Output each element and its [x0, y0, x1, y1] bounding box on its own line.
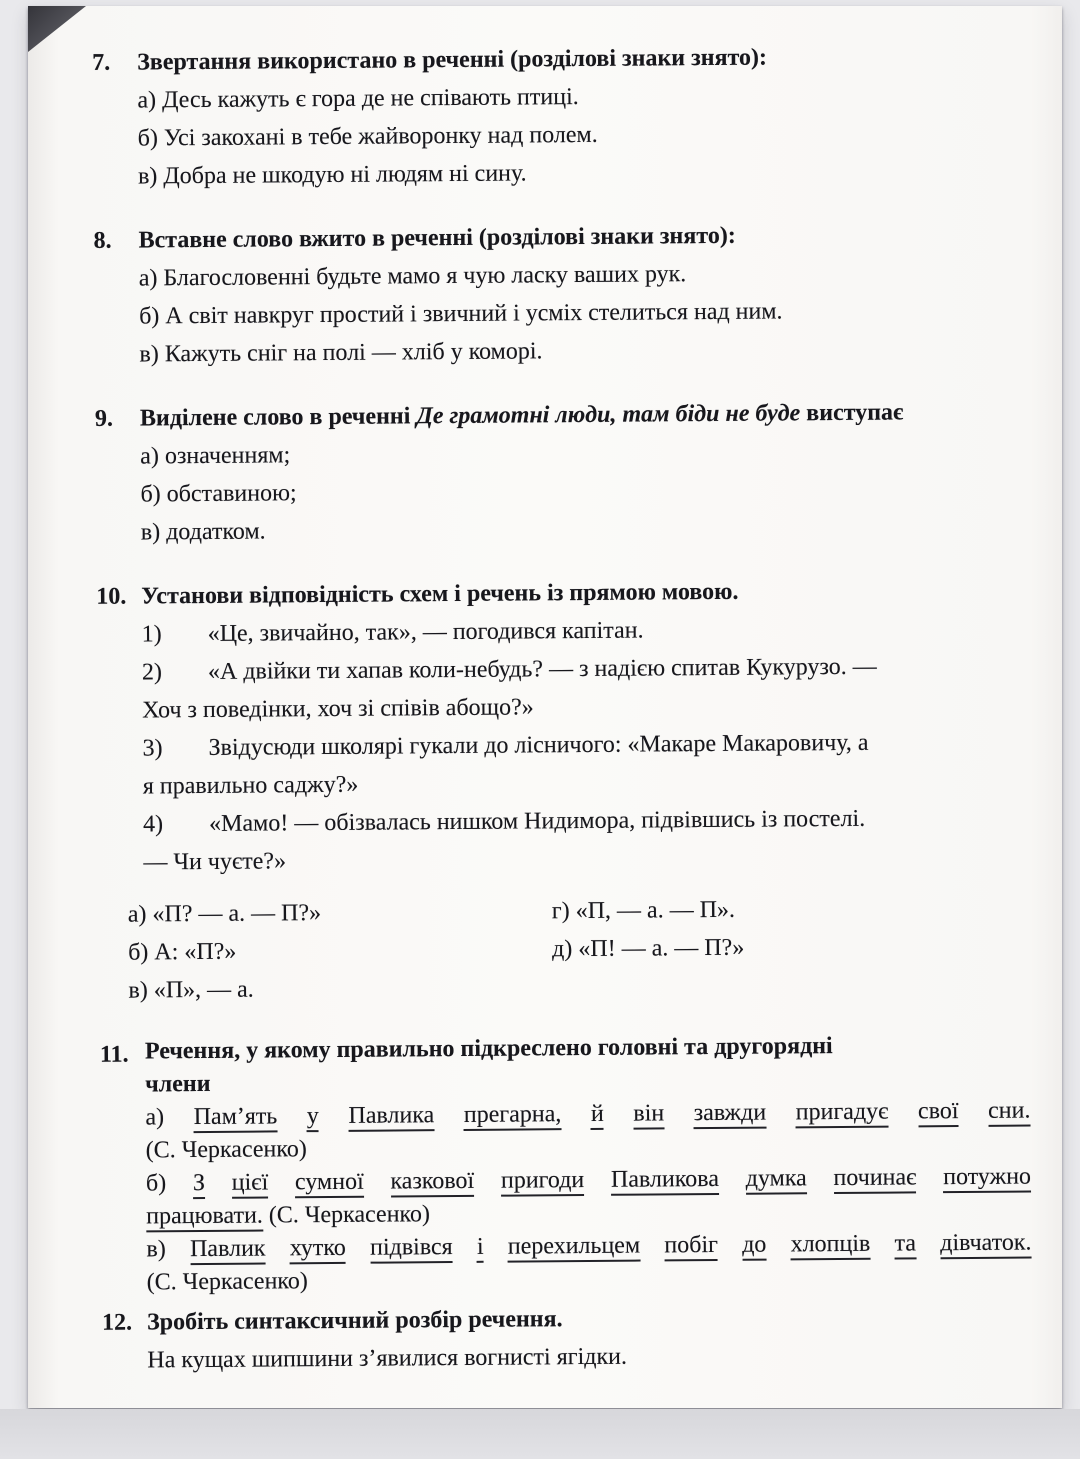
text-segment: Звідусюди школярі гукали до лісничого: «Макаре Макаровичу, а: [208, 729, 869, 761]
text-segment: Де грамотні люди, там біди не буде: [416, 400, 801, 430]
dialogue-number: 3): [142, 735, 163, 762]
text-segment: Зробіть синтаксичний розбір речення.: [146, 1306, 563, 1336]
question-number: 10.: [96, 583, 127, 610]
question-number: 9.: [94, 405, 114, 432]
text-segment: виступає: [800, 399, 904, 427]
text-segment: Речення, у якому правильно підкреслено головні та другорядні: [144, 1033, 833, 1065]
dialogue-number: 2): [141, 659, 163, 686]
underlined-word: потужно: [943, 1163, 1031, 1193]
text-segment: а) Десь кажуть є гора де не співають птиці.: [137, 84, 579, 114]
text-segment: «Це, звичайно, так», — погодився капітан.: [207, 617, 644, 647]
underlined-word: сни.: [988, 1097, 1031, 1126]
text-line: [141, 507, 1026, 552]
scheme-option: г) «П, — а. — П».: [551, 896, 736, 925]
underlined-word: побіг: [664, 1232, 718, 1261]
underlined-word: свої: [918, 1098, 959, 1127]
scheme-option: в) «П», — а.: [128, 976, 254, 1004]
scheme-column-right: [552, 891, 745, 1007]
question: [70, 37, 1023, 196]
text-segment: в) додатком.: [140, 518, 266, 546]
text-segment: я правильно саджу?»: [142, 771, 359, 800]
text-segment: Вставне слово вжито в реченні (розділові знаки знято):: [138, 222, 736, 254]
text-segment: а) означенням;: [140, 442, 291, 470]
text-line: [143, 836, 1028, 881]
underlined-word: завжди: [694, 1100, 767, 1130]
text-segment: (С. Черкасенко): [262, 1201, 431, 1229]
question-body: [127, 571, 1029, 1010]
text-segment: б) Усі закохані в тебе жайворонку над полем.: [137, 121, 598, 152]
underlined-word: і: [477, 1234, 484, 1263]
text-line: [146, 1226, 1031, 1266]
question: [78, 1028, 1032, 1299]
text-line: [147, 1259, 1032, 1299]
text-segment: б) обставиною;: [140, 480, 297, 508]
underlined-word: хутко: [290, 1235, 346, 1264]
question-body: [138, 215, 1024, 374]
question-number: 8.: [93, 227, 112, 254]
question: [80, 1296, 1033, 1379]
text-segment: (С. Черкасенко): [146, 1268, 308, 1296]
text-segment: б): [145, 1170, 194, 1197]
underlined-word: у: [307, 1103, 319, 1132]
text-segment: б) А світ навкруг простий і звичний і усміх стелиться над ним.: [139, 298, 783, 330]
text-segment: На кущах шипшини з’явилися вогнисті ягідки.: [147, 1343, 628, 1374]
text-segment: в) Добра не шкодую ні людям ні сину.: [137, 160, 527, 190]
underlined-word: до: [742, 1232, 766, 1261]
underlined-word: прегарна,: [464, 1101, 562, 1131]
answer-scheme-columns: [128, 888, 1030, 1009]
underlined-word: цієї: [232, 1169, 269, 1198]
question: [74, 571, 1029, 1010]
question-body: [140, 393, 1026, 552]
text-segment: «А двійки ти хапав коли-небудь? — з надією спитав Кукурузо. —: [207, 653, 877, 685]
underlined-word: він: [633, 1100, 664, 1129]
underlined-word: й: [591, 1101, 604, 1130]
underlined-word: думка: [746, 1165, 807, 1194]
question-number: 12.: [101, 1309, 133, 1336]
text-segment: члени: [145, 1070, 211, 1098]
text-line: [138, 151, 1023, 196]
underlined-word: пригоди: [501, 1167, 585, 1197]
text-line: [147, 1334, 1032, 1379]
underlined-word: перехильцем: [508, 1233, 641, 1263]
underlined-word: сумної: [295, 1169, 364, 1199]
underlined-word: Павликова: [611, 1166, 719, 1196]
text-segment: а) Благословенні будьте мамо я чую ласку ваших рук.: [138, 261, 687, 292]
text-segment: Звертання використано в реченні (розділові знаки знято):: [137, 44, 768, 76]
text-segment: Хоч з поведінки, хоч зі співів абощо?»: [142, 694, 534, 724]
dialogue-number: 1): [141, 621, 162, 648]
underlined-word: підвівся: [370, 1234, 453, 1264]
question-number: 11.: [99, 1041, 129, 1068]
test-content: [70, 37, 1033, 1406]
scheme-option: б) А: «П?»: [128, 938, 237, 966]
text-segment: — Чи чуєте?»: [143, 848, 287, 876]
scheme-column-left: [128, 892, 553, 1009]
photo-background-bottom: [0, 1409, 1080, 1459]
text-segment: Установи відповідність схем і речень із прямою мовою.: [141, 578, 739, 610]
underlined-word: пригадує: [796, 1099, 889, 1129]
underlined-word: казкової: [390, 1168, 474, 1198]
question-body: [145, 1028, 1032, 1299]
underlined-word: починає: [833, 1164, 916, 1194]
dialogue-number: 4): [143, 811, 164, 838]
underlined-word: працювати.: [146, 1203, 263, 1233]
text-segment: Виділене слово в реченні: [139, 403, 417, 432]
underlined-word: З: [193, 1170, 205, 1199]
scheme-option: д) «П! — а. — П?»: [552, 934, 745, 963]
question-body: [147, 1296, 1033, 1379]
text-segment: (С. Черкасенко): [145, 1136, 307, 1164]
question: [73, 393, 1026, 552]
text-line: [139, 329, 1024, 374]
text-segment: в) Кажуть сніг на полі — хліб у коморі.: [139, 338, 543, 368]
text-segment: «Мамо! — обізвалась нишком Нидимора, підвівшись із постелі.: [209, 805, 866, 837]
scanned-test-paper: [28, 6, 1062, 1408]
underlined-word: Пам’ять: [194, 1103, 278, 1133]
text-line: [146, 1160, 1031, 1200]
underlined-word: та: [894, 1230, 916, 1259]
question: [71, 215, 1024, 374]
underlined-word: Павлик: [190, 1236, 266, 1266]
underlined-word: Павлика: [348, 1102, 434, 1132]
underlined-word: дівчаток.: [940, 1229, 1031, 1259]
text-segment: а): [145, 1104, 194, 1131]
underlined-word: хлопців: [791, 1231, 871, 1261]
question-title-line: [140, 393, 1025, 438]
scheme-option: а) «П? — а. — П?»: [127, 900, 322, 928]
question-number: 7.: [92, 49, 111, 76]
question-body: [137, 37, 1023, 196]
text-line: [145, 1094, 1030, 1134]
text-segment: в): [146, 1236, 191, 1263]
questions-list: [70, 37, 1032, 1380]
